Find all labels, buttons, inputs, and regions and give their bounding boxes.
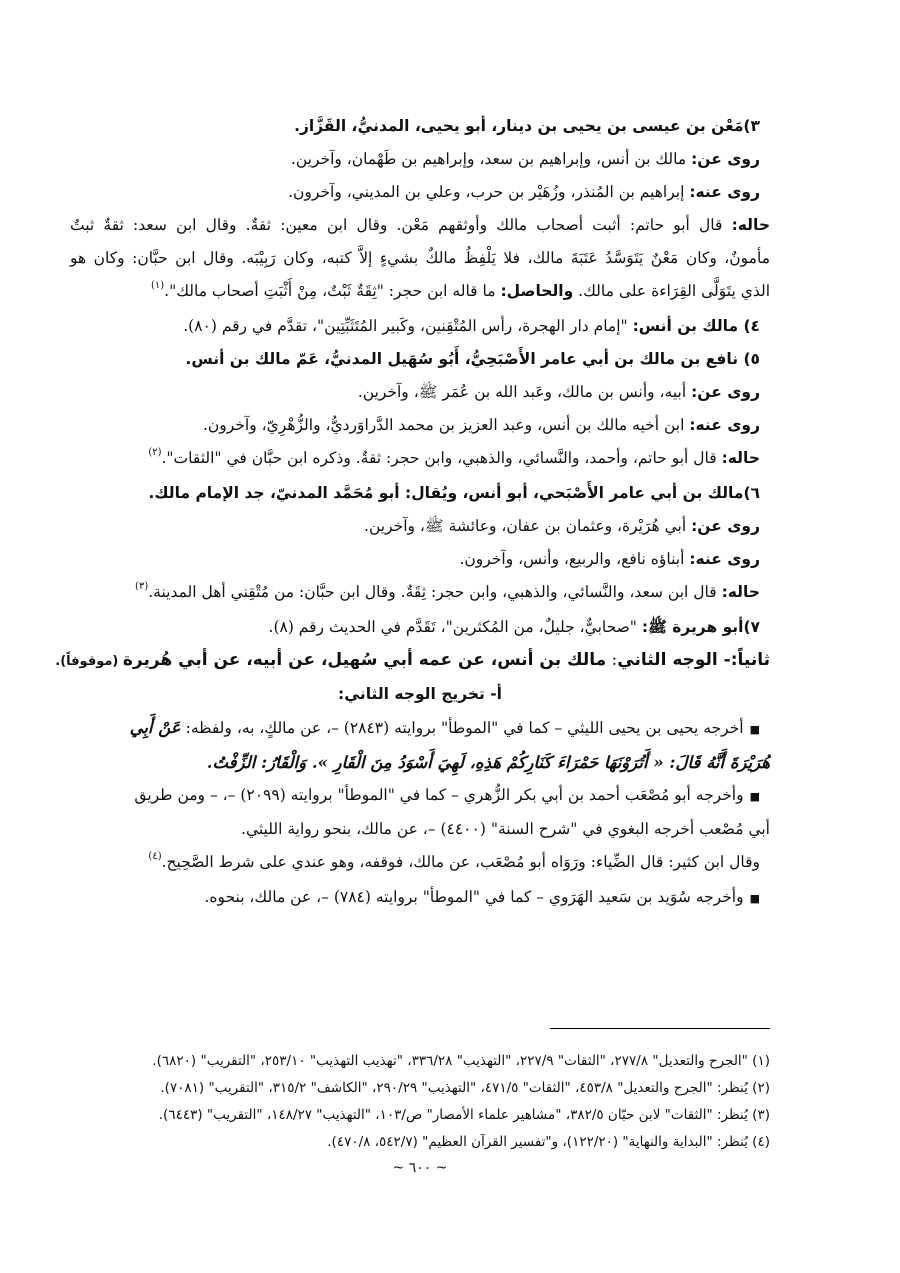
narrated-from-line xyxy=(70,510,770,543)
hadith-line: هُرَيْرَةَ أَنَّهُ قَالَ: « أَتُرَوْنَهَا حَمْرَاءَ كَنَارِكُمْ هَذِهِ، لَهِيَ أَسْوَدُ مِنَ الْقَارِ ». وَالْقَارُ: الزِّفْتُ. xyxy=(206,753,770,772)
narrator-heading-6: ٦)مالك بن أبي عامر الأَصْبَحي، أبو أنس، ويُقال: أبو مُحَمَّد المدنيّ، جد الإمام مالك. xyxy=(148,484,760,502)
takhrij-line-2 xyxy=(70,779,770,813)
label: روى عن: xyxy=(691,517,760,535)
separator: : xyxy=(606,650,618,670)
bullet-icon: ■ xyxy=(749,790,760,803)
label: ٤) مالك بن أنس: xyxy=(632,317,760,335)
text: قال أبو حاتم: أثبت أصحاب مالك وأوثقهم مَعْن. وقال ابن معين: ثقةٌ. وقال ابن سعد: ثقةٌ ثبتٌ xyxy=(70,216,732,234)
takhrij-line-2-cont: أبي مُصْعب أخرجه البغوي في "شرح السنة" (٤٤٠٠) –، عن مالك، بنحو رواية الليثي. xyxy=(241,820,770,838)
footnote-1: (١) "الجرح والتعديل" ٢٧٧/٨، "الثقات" ٢٢٧/٩، "التهذيب" ٣٣٦/٢٨، "تهذيب التهذيب" ٢٥٣/١٠، "التقريب" (٦٨٢٠). xyxy=(152,1053,770,1069)
label: روى عن: xyxy=(691,383,760,401)
text: إبراهيم بن المُنذر، وزُهَيْر بن حرب، وعلي بن المديني، وآخرون. xyxy=(288,183,690,201)
narrator-heading-5: ٥) نافع بن مالك بن أبي عامر الأَصْبَحِيُّ، أَبُو سُهَيل المدنيُّ، عَمّ مالك بن أنس. xyxy=(185,350,760,368)
status-line-cont: مأمونٌ، وكان مَعْنٌ يَتَوَسَّدُ عَتَبَةَ مالك، فلا يَلْفِظُ مالكٌ بشيءٍ إلاَّ كتبه، وكان رَبِيْبَه. وقال ابن حبَّان: وكان هو xyxy=(70,249,770,267)
bullet-icon: ■ xyxy=(749,723,760,736)
narrator-heading-7 xyxy=(70,611,770,644)
narrated-from-line xyxy=(70,376,770,409)
ibn-kathir-line xyxy=(70,846,770,881)
text: أخرجه يحيى بن يحيى الليثي – كما في "الموطأ" بروايته (٢٨٤٣) –، عن مالكٍ، به، ولفظه: xyxy=(180,719,744,737)
narrator-heading-3: ٣)مَعْن بن عيسى بن يحيى بن دينار، أبو يحيى، المدنيُّ، القَزَّاز. xyxy=(294,117,760,135)
footnote-ref-1[interactable]: (١) xyxy=(150,280,165,291)
footnote-divider xyxy=(550,1028,770,1029)
document-page xyxy=(55,110,770,1273)
bullet-icon: ■ xyxy=(749,892,760,905)
label: حاله: xyxy=(721,449,760,467)
status-line xyxy=(70,209,770,242)
label: ٧)أبو هريرة ﷺ: xyxy=(641,618,760,636)
text: ما قاله ابن حجر: "ثِقَةٌ ثَبْتٌ، مِنْ أَثْبَتِ أصحاب مالك". xyxy=(164,282,501,300)
text: وقال ابن كثير: قال الضِّياء: ورَوَاه أبو مُصْعَب، عن مالك، فوقفه، وهو عندي على شرط الصَّحِيح. xyxy=(161,853,760,871)
section-label: ثانياً:- الوجه الثاني xyxy=(617,650,770,670)
conclusion-label: والحاصل: xyxy=(500,282,574,300)
footnotes xyxy=(70,1048,770,1156)
label: حاله: xyxy=(721,583,760,601)
label: روى عن: xyxy=(691,150,760,168)
narrated-by-line xyxy=(70,409,770,442)
text: أبناؤه نافع، والربيع، وأنس، وآخرون. xyxy=(459,550,690,568)
narrated-by-line xyxy=(70,543,770,576)
takhrij-line-1 xyxy=(70,711,770,746)
label: حاله: xyxy=(731,216,770,234)
label: روى عنه: xyxy=(689,416,760,434)
text: وأخرجه أبو مُصْعَب أحمد بن أبي بكر الزُّهري – كما في "الموطأ" بروايته (٢٠٩٩) –، – ومن طريق xyxy=(134,786,744,804)
narrator-heading-4 xyxy=(70,310,770,343)
status-line xyxy=(70,442,770,477)
text: مالك بن أنس، وإبراهيم بن سعد، وإبراهيم بن طَهْمان، وآخرين. xyxy=(290,150,692,168)
footnote-ref-3[interactable]: (٣) xyxy=(135,581,149,592)
label: روى عنه: xyxy=(689,183,760,201)
footnote-3: (٣) يُنظر: "الثقات" لابن حبّان ٣٨٢/٥، "مشاهير علماء الأمصار" ص/١٠٣، "التهذيب" ١٤٨/٢٧، "التقريب" (٦٤٤٣). xyxy=(158,1107,770,1123)
text: أبيه، وأنس بن مالك، وعَبد الله بن عُمَر ﷺ، وآخرين. xyxy=(357,383,692,401)
page-number: ~ ٦٠٠ ~ xyxy=(392,1160,448,1176)
text: أبي هُرَيْرة، وعثمان بن عفان، وعائشة ﷺ، وآخرين. xyxy=(364,517,692,535)
subsection-heading: أ- تخريج الوجه الثاني: xyxy=(338,685,502,703)
narrated-from-line xyxy=(70,143,770,176)
text: "إمام دار الهجرة، رأس المُتْقِنين، وكَبير المُتَثَبِّتِين"، تقدَّم في رقم (٨٠). xyxy=(183,317,633,335)
main-text xyxy=(55,110,770,915)
status-line-end xyxy=(70,275,770,310)
section-heading xyxy=(55,644,770,678)
mawquf-note: (موقوفاً). xyxy=(55,654,123,669)
text: ابن أخيه مالك بن أنس، وعبد العزيز بن محمد الدَّراوَرديُّ، والزُّهْرِيّ، وآخرون. xyxy=(202,416,690,434)
text: قال أبو حاتم، وأحمد، والنَّسائي، والذهبي، وابن حجر: ثقةٌ. وذكره ابن حبَّان في "الثقات". xyxy=(161,449,722,467)
text: وأخرجه سُوَيد بن سَعيد الهَرَوي – كما في "الموطأ" بروايته (٧٨٤) –، عن مالك، بنحوه. xyxy=(204,888,744,906)
text: قال ابن سعد، والنَّسائي، والذهبي، وابن حجر: ثِقَةٌ. وقال ابن حبَّان: من مُتْقِني أهل المدينة. xyxy=(148,583,722,601)
text: "صحابيٌّ، جليلٌ، من المُكثرين"، تَقَدَّم في الحديث رقم (٨). xyxy=(268,618,642,636)
label: روى عنه: xyxy=(689,550,760,568)
takhrij-line-3 xyxy=(70,881,770,915)
hadith-text: عَنْ أَبِي xyxy=(129,718,181,737)
narrated-by-line xyxy=(70,176,770,209)
text: الذي يتَوَلَّى القِرَاءة على مالك. xyxy=(573,282,770,300)
footnote-4: (٤) يُنظر: "البداية والنهاية" (١٢٢/٢٠)، و"تفسير القرآن العظيم" (٥٤٢/٧، ٤٧٠/٨). xyxy=(327,1134,770,1150)
footnote-2: (٢) يُنظر: "الجرح والتعديل" ٤٥٣/٨، "الثقات" ٤٧١/٥، "التهذيب" ٢٩٠/٢٩، "الكاشف" ٣١٥/٢، "التقريب" (٧٠٨١). xyxy=(160,1080,770,1096)
isnad-chain: مالك بن أنس، عن عمه أبي سُهيل، عن أبيه، عن أبي هُريرة xyxy=(122,650,607,670)
footnote-ref-2[interactable]: (٢) xyxy=(148,447,162,458)
status-line xyxy=(70,576,770,611)
footnote-ref-4[interactable]: (٤) xyxy=(148,851,162,862)
